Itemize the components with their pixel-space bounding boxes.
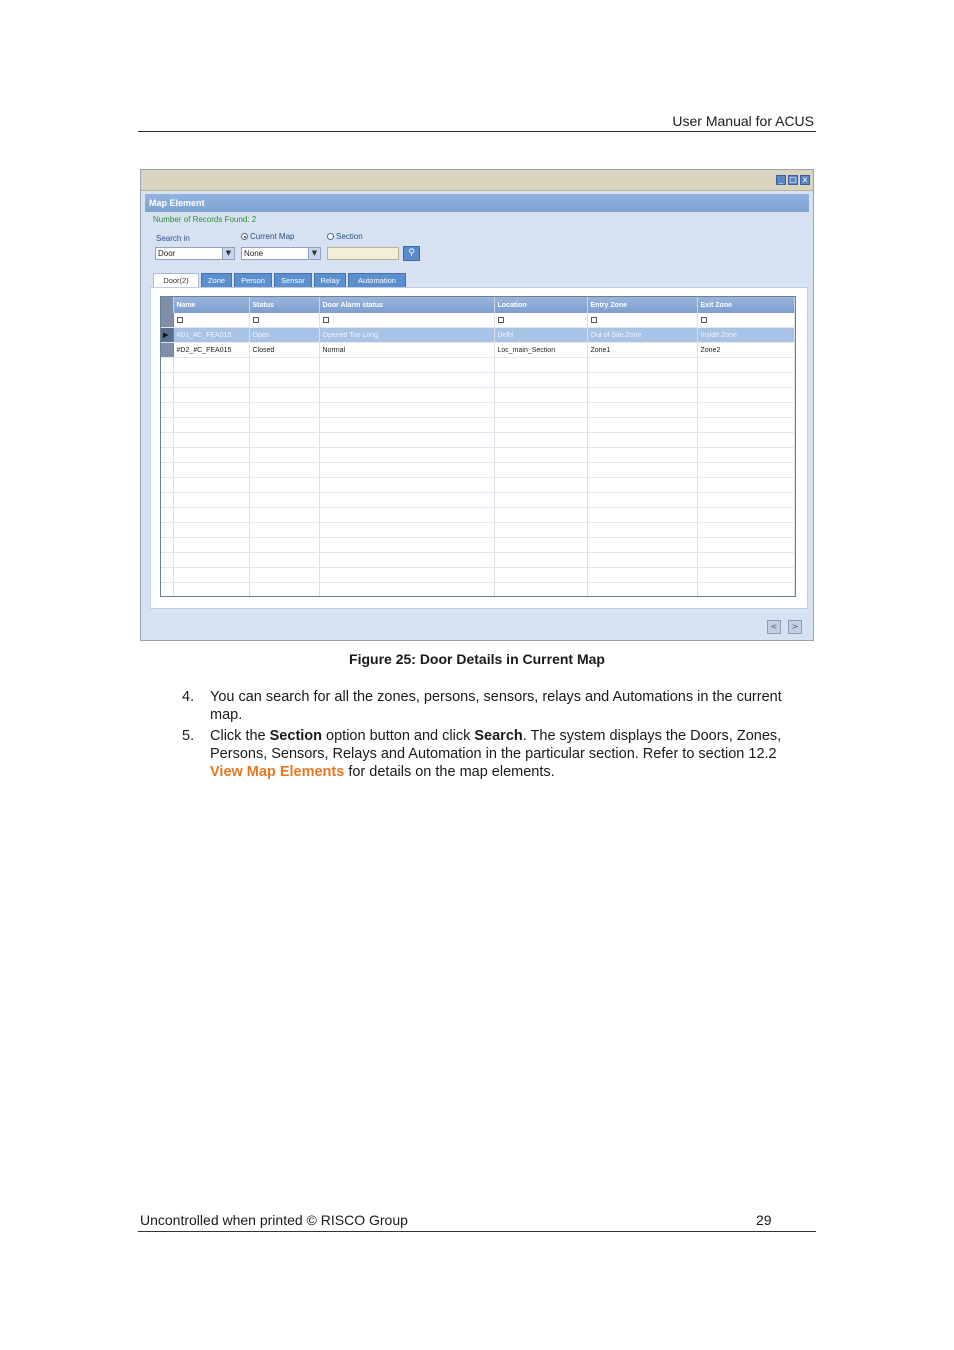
empty-row (161, 418, 795, 433)
grid-corner (161, 297, 173, 313)
filter-cell[interactable] (587, 313, 697, 328)
filter-row (161, 313, 795, 328)
empty-cell (173, 493, 249, 508)
grid-header-row (161, 297, 795, 313)
list-item (180, 727, 790, 781)
empty-cell (494, 463, 587, 478)
empty-cell (319, 448, 494, 463)
empty-row (161, 433, 795, 448)
empty-cell (697, 508, 795, 523)
element-type-value: Door (158, 249, 176, 258)
empty-cell (173, 553, 249, 568)
empty-cell (161, 403, 173, 418)
empty-cell (697, 388, 795, 403)
column-header[interactable]: Name (173, 297, 249, 313)
cell-location: Loc_main_Section (494, 343, 587, 358)
empty-cell (494, 493, 587, 508)
empty-row (161, 553, 795, 568)
filter-icon (253, 317, 259, 323)
radio-current-map[interactable] (241, 232, 294, 241)
figure-caption: Figure 25: Door Details in Current Map (349, 651, 605, 667)
window-titlebar (141, 170, 813, 191)
cell-door-alarm-status: Normal (319, 343, 494, 358)
empty-cell (319, 403, 494, 418)
empty-cell (697, 568, 795, 583)
empty-cell (494, 508, 587, 523)
empty-cell (587, 478, 697, 493)
empty-cell (494, 523, 587, 538)
empty-cell (319, 553, 494, 568)
empty-cell (697, 418, 795, 433)
empty-row (161, 388, 795, 403)
empty-cell (173, 478, 249, 493)
element-tabs (153, 273, 406, 287)
prev-page-button[interactable]: < (767, 620, 781, 634)
empty-cell (249, 388, 319, 403)
empty-cell (587, 538, 697, 553)
section-search-input[interactable] (327, 247, 399, 260)
empty-cell (173, 508, 249, 523)
search-term: Search (474, 728, 523, 744)
empty-cell (319, 373, 494, 388)
empty-row (161, 448, 795, 463)
empty-cell (587, 403, 697, 418)
element-type-select[interactable] (155, 247, 235, 260)
empty-cell (319, 493, 494, 508)
filter-cell[interactable] (319, 313, 494, 328)
empty-row (161, 373, 795, 388)
empty-cell (161, 508, 173, 523)
list-item (180, 688, 790, 724)
empty-cell (173, 403, 249, 418)
empty-cell (319, 523, 494, 538)
empty-cell (173, 448, 249, 463)
empty-cell (494, 418, 587, 433)
empty-cell (587, 388, 697, 403)
radio-empty-icon (327, 233, 334, 240)
empty-row (161, 463, 795, 478)
empty-cell (161, 568, 173, 583)
empty-cell (587, 358, 697, 373)
empty-cell (161, 388, 173, 403)
empty-cell (319, 463, 494, 478)
empty-cell (161, 583, 173, 598)
tab-door[interactable]: Door(2) (153, 273, 199, 287)
empty-cell (587, 433, 697, 448)
empty-cell (173, 523, 249, 538)
empty-cell (161, 418, 173, 433)
cell-entry-zone: Zone1 (587, 343, 697, 358)
chevron-down-icon: ▼ (222, 248, 234, 259)
empty-cell (587, 448, 697, 463)
map-element-screenshot (140, 169, 814, 641)
empty-cell (161, 553, 173, 568)
empty-cell (173, 388, 249, 403)
empty-cell (249, 403, 319, 418)
empty-cell (249, 568, 319, 583)
view-map-elements-link[interactable]: View Map Elements (210, 764, 345, 780)
empty-cell (587, 508, 697, 523)
cell-exit-zone: Inside Zone (697, 328, 795, 343)
step-number: 4. (182, 689, 195, 705)
empty-cell (697, 433, 795, 448)
filter-cell[interactable] (697, 313, 795, 328)
grid-container (150, 287, 808, 609)
empty-cell (319, 433, 494, 448)
empty-cell (173, 433, 249, 448)
filter-cell[interactable] (249, 313, 319, 328)
empty-row (161, 403, 795, 418)
empty-cell (587, 553, 697, 568)
empty-cell (587, 493, 697, 508)
empty-cell (249, 523, 319, 538)
empty-cell (587, 583, 697, 598)
empty-cell (249, 373, 319, 388)
tab-sensor[interactable]: Sensor (274, 273, 312, 287)
row-selector[interactable] (161, 328, 173, 343)
search-icon: ⚲ (408, 248, 415, 258)
empty-cell (249, 538, 319, 553)
filter-icon (591, 317, 597, 323)
empty-cell (697, 463, 795, 478)
empty-cell (161, 478, 173, 493)
chevron-down-icon: ▼ (308, 248, 320, 259)
empty-cell (697, 403, 795, 418)
door-grid (160, 296, 796, 597)
panel-title: Map Element (145, 194, 809, 212)
empty-cell (319, 538, 494, 553)
filter-icon (323, 317, 329, 323)
close-icon[interactable]: x (800, 175, 810, 185)
search-button[interactable] (403, 246, 420, 261)
cell-exit-zone: Zone2 (697, 343, 795, 358)
empty-cell (697, 478, 795, 493)
step-text: option button and click (322, 728, 475, 744)
empty-cell (319, 583, 494, 598)
next-page-button[interactable]: > (788, 620, 802, 634)
empty-row (161, 523, 795, 538)
tab-relay[interactable]: Relay (314, 273, 346, 287)
section-term: Section (269, 728, 323, 744)
empty-cell (494, 388, 587, 403)
radio-section-label: Section (336, 232, 363, 241)
empty-cell (249, 463, 319, 478)
empty-cell (494, 553, 587, 568)
filter-row-icon (161, 313, 173, 328)
minimize-icon[interactable]: _ (776, 175, 786, 185)
empty-cell (161, 493, 173, 508)
empty-cell (697, 448, 795, 463)
empty-cell (697, 553, 795, 568)
empty-cell (173, 463, 249, 478)
radio-selected-icon (241, 233, 248, 240)
empty-cell (161, 373, 173, 388)
steps-list (180, 688, 790, 784)
empty-cell (697, 358, 795, 373)
step-text: . The system displays the Doors, Zones, Persons, Sensors, Relays and Automation in the particular section. Refer to section 12.2 (210, 728, 782, 762)
radio-current-map-label: Current Map (250, 232, 295, 241)
empty-cell (173, 568, 249, 583)
row-pointer-icon: ▶ (163, 332, 169, 339)
empty-cell (697, 523, 795, 538)
step-number: 5. (182, 728, 195, 744)
empty-cell (173, 358, 249, 373)
empty-cell (161, 433, 173, 448)
empty-cell (494, 583, 587, 598)
empty-cell (494, 478, 587, 493)
filter-icon (498, 317, 504, 323)
empty-cell (319, 508, 494, 523)
empty-cell (697, 583, 795, 598)
empty-cell (249, 508, 319, 523)
empty-row (161, 478, 795, 493)
empty-cell (249, 478, 319, 493)
filter-select[interactable] (241, 247, 321, 260)
tab-zone[interactable]: Zone (201, 273, 232, 287)
empty-cell (494, 433, 587, 448)
tab-person[interactable]: Person (234, 273, 272, 287)
column-header[interactable]: Entry Zone (587, 297, 697, 313)
table-row[interactable] (161, 343, 795, 358)
empty-cell (697, 538, 795, 553)
empty-cell (249, 418, 319, 433)
empty-row (161, 493, 795, 508)
empty-cell (319, 478, 494, 493)
step-text: Click the (210, 728, 270, 744)
step-text: for details on the map elements. (344, 764, 555, 780)
empty-cell (249, 553, 319, 568)
filter-cell[interactable] (173, 313, 249, 328)
empty-cell (173, 418, 249, 433)
empty-cell (161, 358, 173, 373)
empty-cell (249, 448, 319, 463)
empty-cell (494, 448, 587, 463)
filter-icon (701, 317, 707, 323)
empty-cell (249, 433, 319, 448)
empty-cell (173, 583, 249, 598)
empty-cell (249, 583, 319, 598)
page-footer (138, 1212, 816, 1232)
column-header[interactable]: Exit Zone (697, 297, 795, 313)
cell-location: Delhi (494, 328, 587, 343)
row-selector[interactable] (161, 343, 173, 358)
empty-cell (494, 403, 587, 418)
page-number: 29 (756, 1212, 772, 1228)
tab-automation[interactable]: Automation (348, 273, 406, 287)
empty-cell (173, 373, 249, 388)
cell-name: #D1_#C_FEA015 (173, 328, 249, 343)
filter-value: None (244, 249, 264, 258)
filter-cell[interactable] (494, 313, 587, 328)
empty-cell (494, 373, 587, 388)
empty-cell (161, 448, 173, 463)
records-found: Number of Records Found: 2 (153, 215, 257, 224)
empty-row (161, 568, 795, 583)
empty-cell (587, 463, 697, 478)
footer-copyright: Uncontrolled when printed © RISCO Group (140, 1212, 408, 1228)
cell-name: #D2_#C_FEA015 (173, 343, 249, 358)
empty-cell (319, 388, 494, 403)
empty-cell (249, 493, 319, 508)
empty-row (161, 358, 795, 373)
column-header[interactable]: Status (249, 297, 319, 313)
empty-cell (587, 568, 697, 583)
empty-cell (161, 538, 173, 553)
cell-door-alarm-status: Opened Too Long (319, 328, 494, 343)
empty-row (161, 583, 795, 598)
empty-cell (319, 358, 494, 373)
empty-cell (587, 418, 697, 433)
empty-rows (161, 358, 795, 598)
header-title: User Manual for ACUS (672, 113, 814, 129)
cell-status: Closed (249, 343, 319, 358)
table-row[interactable] (161, 328, 795, 343)
empty-cell (173, 538, 249, 553)
empty-row (161, 538, 795, 553)
empty-cell (587, 373, 697, 388)
radio-section[interactable] (327, 232, 363, 241)
empty-cell (319, 418, 494, 433)
empty-row (161, 508, 795, 523)
page-header (138, 113, 816, 132)
search-in-label: Search in (156, 234, 190, 243)
filter-icon (177, 317, 183, 323)
maximize-icon[interactable]: □ (789, 175, 797, 184)
empty-cell (249, 358, 319, 373)
column-header[interactable]: Location (494, 297, 587, 313)
empty-cell (494, 538, 587, 553)
empty-cell (697, 493, 795, 508)
cell-entry-zone: Out of Site Zone (587, 328, 697, 343)
cell-status: Open (249, 328, 319, 343)
step-text: You can search for all the zones, persons, sensors, relays and Automations in the current map. (210, 689, 782, 723)
empty-cell (697, 373, 795, 388)
empty-cell (161, 523, 173, 538)
empty-cell (161, 463, 173, 478)
empty-cell (319, 568, 494, 583)
empty-cell (494, 568, 587, 583)
empty-cell (587, 523, 697, 538)
column-header[interactable]: Door Alarm status (319, 297, 494, 313)
empty-cell (494, 358, 587, 373)
